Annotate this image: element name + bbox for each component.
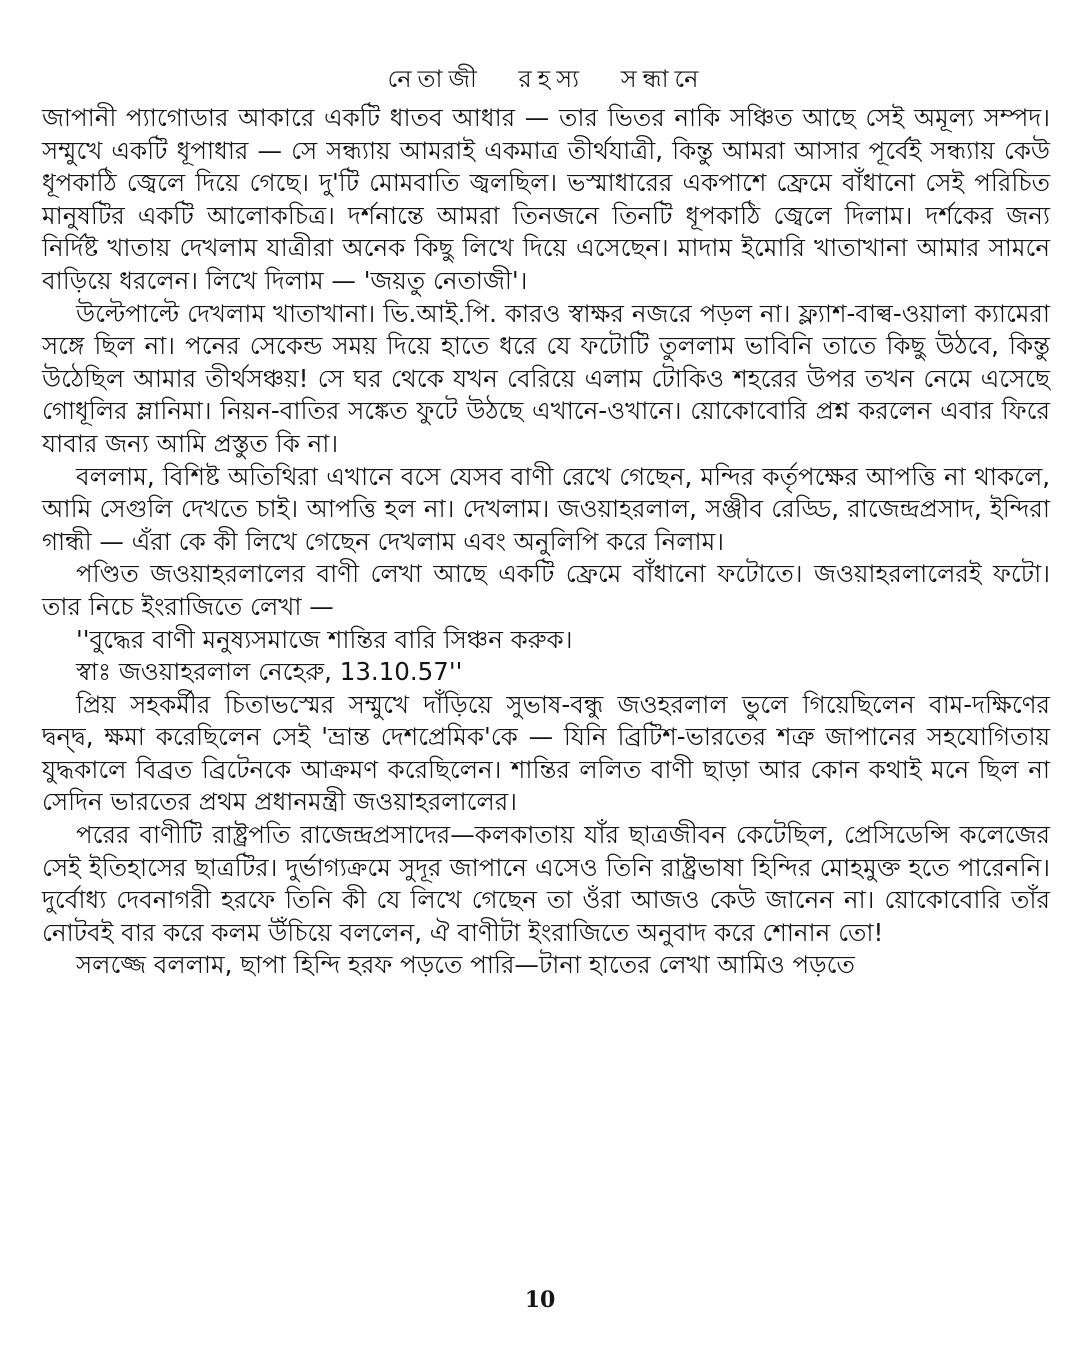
page-number: 10 [524,1287,556,1313]
running-title: নেতাজী রহস্য সন্ধানে [387,65,705,93]
body-text [42,102,1050,982]
paragraph-5: প্রিয় সহকর্মীর চিতাভস্মের সম্মুখে দাঁড়িয়ে সুভাষ-বন্ধু জওহরলাল ভুলে গিয়েছিলেন বাম-দক্ষিণের দ্বন্দ্ব, ক্ষমা করেছিলেন সেই 'ভ্রান্ত দেশপ্রেমিক'কে — যিনি ব্রিটিশ-ভারতের শত্রু জাপানের সহযোগিতায় যুদ্ধকালে বিব্রত ব্রিটেনকে আক্রমণ করেছিলেন। শান্তির ললিত বাণী ছাড়া আর কোন কথাই মনে ছিল না সেদিন ভারতের প্রথম প্রধানমন্ত্রী জওয়াহরলালের। [42,689,1050,817]
paragraph-2: উল্টেপাল্টে দেখলাম খাতাখানা। ভি.আই.পি. কারও স্বাক্ষর নজরে পড়ল না। ফ্ল্যাশ-বাল্ব-ওয়ালা ক্যামেরা সঙ্গে ছিল না। পনের সেকেন্ড সময় দিয়ে হাতে ধরে যে ফটোটি তুললাম ভাবিনি তাতে কিছু উঠবে, কিন্তু উঠেছিল আমার তীর্থসঞ্চয়! সে ঘর থেকে যখন বেরিয়ে এলাম টোকিও শহরের উপর তখন নেমে এসেছে গোধূলির ম্লানিমা। নিয়ন-বাতির সঙ্কেত ফুটে উঠছে এখানে-ওখানে। য়োকোবোরি প্রশ্ন করলেন এবার ফিরে যাবার জন্য আমি প্রস্তুত কি না। [42,298,1050,458]
paragraph-7: সলজ্জে বললাম, ছাপা হিন্দি হরফ পড়তে পারি—টানা হাতের লেখা আমিও পড়তে [76,950,855,980]
quote-line-2: স্বাঃ জওয়াহরলাল নেহেরু, 13.10.57'' [76,657,463,687]
paragraph-4: পণ্ডিত জওয়াহরলালের বাণী লেখা আছে একটি ফ্রেমে বাঁধানো ফটোতে। জওয়াহরলালেরই ফটো। তার নিচে ইংরাজিতে লেখা — [42,559,1050,621]
paragraph-3: বললাম, বিশিষ্ট অতিথিরা এখানে বসে যেসব বাণী রেখে গেছেন, মন্দির কর্তৃপক্ষের আপত্তি না থাকলে, আমি সেগুলি দেখতে চাই। আপত্তি হল না। দেখলাম। জওয়াহরলাল, সঞ্জীব রেড্ডি, রাজেন্দ্রপ্রসাদ, ইন্দিরা গান্ধী — এঁরা কে কী লিখে গেছেন দেখলাম এবং অনুলিপি করে নিলাম। [42,461,1050,556]
paragraph-1: জাপানী প্যাগোডার আকারে একটি ধাতব আধার — তার ভিতর নাকি সঞ্চিত আছে সেই অমূল্য সম্পদ। সম্মুখে একটি ধূপাধার — সে সন্ধ্যায় আমরাই একমাত্র তীর্থযাত্রী, কিন্তু আমরা আসার পূর্বেই সন্ধ্যায় কেউ ধূপকাঠি জ্বেলে দিয়ে গেছে। দু'টি মোমবাতি জ্বলছিল। ভস্মাধারের একপাশে ফ্রেমে বাঁধানো সেই পরিচিত মানুষটির একটি আলোকচিত্র। দর্শনান্তে আমরা তিনজনে তিনটি ধূপকাঠি জ্বেলে দিলাম। দর্শকের জন্য নির্দিষ্ট খাতায় দেখলাম যাত্রীরা অনেক কিছু লিখে দিয়ে এসেছেন। মাদাম ইমোরি খাতাখানা আমার সামনে বাড়িয়ে ধরলেন। লিখে দিলাম — 'জয়তু নেতাজী'। [42,103,1050,295]
paragraph-6: পরের বাণীটি রাষ্ট্রপতি রাজেন্দ্রপ্রসাদের—কলকাতায় যাঁর ছাত্রজীবন কেটেছিল, প্রেসিডেন্সি কলেজের সেই ইতিহাসের ছাত্রটির। দুর্ভাগ্যক্রমে সুদূর জাপানে এসেও তিনি রাষ্ট্রভাষা হিন্দির মোহমুক্ত হতে পারেননি। দুর্বোধ্য দেবনাগরী হরফে তিনি কী যে লিখে গেছেন তা ওঁরা আজও কেউ জানেন না। য়োকোবোরি তাঁর নোটবই বার করে কলম উঁচিয়ে বললেন, ঐ বাণীটা ইংরাজিতে অনুবাদ করে শোনান তো! [42,820,1050,947]
quote-line-1: ''বুদ্ধের বাণী মনুষ্যসমাজে শান্তির বারি সিঞ্চন করুক। [76,624,573,654]
